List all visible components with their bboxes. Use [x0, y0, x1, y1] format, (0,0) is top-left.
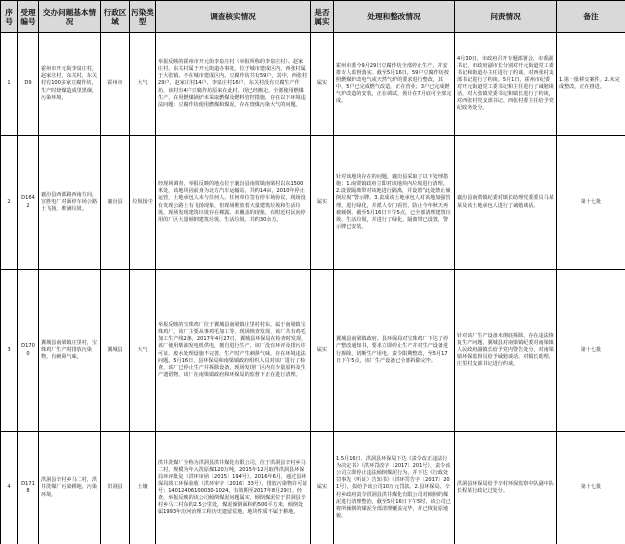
header-accountability: 问责情况 — [455, 1, 557, 33]
cell-problem: 襄汾县西部路西南方向，宣胜电厂对面停车场公路土飞扬，堆满垃圾。 — [39, 136, 101, 270]
cell-handling: 1.5月16日，洪洞县环保局下达《责令改正违法行为决定书》（洪环罚改字〔2017〕201号），责令该公司立即停止违法倾倒煤泥行为，并下达《行政处罚事先（听证）告知书》（洪环罚告字〔2017〕201号），拟给予该公司10万元罚款。2.县环保局、辛村乡政府责令洪洞县洪井煤化有限公司对倾倒的煤泥进行清理整治，截至5月16日下午5时，该公司已将所倾倒的煤泥全部清理覆盖完毕，并已恢复原地貌。 — [334, 432, 455, 544]
cell-id: D9 — [18, 33, 39, 136]
cell-seq: 4 — [1, 432, 18, 544]
cell-region: 洪洞县 — [101, 432, 130, 544]
header-remarks: 备注 — [557, 1, 625, 33]
cell-remarks: 第十七批 — [557, 270, 625, 432]
table-row — [1, 136, 625, 270]
cell-investigation: 举报反映的宝珠鸡厂位于翼城县南梁镇庄里村村东，属于南梁镇宝珠鸡厂，该厂主要从事鸡毛加工等，现场核查发现，该厂共有鸡毛加工生产线2条，2017年4月27日，翼城县环保局在检查时发现，该厂使用柴油发电机供电，擅自进行生产，该厂没有环评及排污许可证，废水处理设施不完善，生产时产生刺鼻气味，存在环境违法问题。5月16日，县环保局和南梁镇政府组织人员对该厂进行了检查，该厂已停止生产并拆除设备，现场发现厂区内有少量原料及生产遗留物，该厂在南梁镇政府和环保局的监督下正在进行清理。 — [156, 270, 311, 432]
cell-id: D1642 — [18, 136, 39, 270]
cell-accountability: 洪洞县环保局给予辛村环保监察中队副中队长程某行政记过处分。 — [455, 432, 557, 544]
cell-region: 襄汾县 — [101, 136, 130, 270]
cell-remarks: 1.第一批移交案件。2.未完成整改，正在推进。 — [557, 33, 625, 136]
cell-type: 大气 — [130, 33, 156, 136]
cell-type: 垃圾扬尘 — [130, 136, 156, 270]
header-verified: 是否属实 — [311, 1, 334, 33]
cell-handling: 霍州市委今9月29日豆腐作坊全部停止生产，并安排专人监督落实。截至5月16日，59户豆腐作坊按照燃煤炉改电气或天然气炉的要求进行整改，其中，5户已完成燃气改造，正在营业；3户已完成燃气炉改造的安装，正在调试，预计在7月底可全部完成。 — [334, 33, 455, 136]
cell-problem: 霍州市开元街李泉庄村，赵家庄村，东关村，东关村有100多家豆腐作坊，生产时烧煤造成里黑烟，污染环境。 — [39, 33, 101, 136]
cell-handling: 针对该地块存在的问题，襄汾县采取了以下处理措施：1.南贾镇政府立即对该地块内垃圾进行清理。2.设置隔离带对该地进行隔离，并设置“此处禁止倾倒垃圾”警示牌。3.责成该土地承包人对该地加强管理，进行绿化，并派人专门看管，防止今年秋天再被倾倒。截至5月16日下午5点，已全部清理建筑垃圾、生活垃圾，并进行了绿化，隔离带已设置，警示牌已安装。 — [334, 136, 455, 270]
cell-seq: 3 — [1, 270, 18, 432]
cell-seq: 1 — [1, 33, 18, 136]
cell-remarks: 第十七批 — [557, 136, 625, 270]
header-type: 污染类型 — [130, 1, 156, 33]
header-id: 受理编号 — [18, 1, 39, 33]
cell-investigation: 洪井洗煤厂全称为洪洞县洪井煤化有限公司，位于洪洞县辛村乡马二村，规模为年入洗原煤120万吨，2015年12月取得洪洞县环保局环评批复（洪环审函〔2015〕194号），2016年6月，通过县环保局竣工环保验收（洪环审字〔2016〕33号），排放污染物许可证号：14012406100030-1024，有效期至2017年8月29日。经查，举报反映的该公司倾倒煤泥问题属实，倾倒煤泥位于洪洞县辛村乡马二村东约2.5公里处，煤泥倾倒面积约500平方米，倾倒处属1993年汾河治理工程历史遗留荒地，地块性质不属于耕地。 — [156, 432, 311, 544]
table-row — [1, 33, 625, 136]
cell-handling: 翼城县南梁镇政府、县环保局对宝珠鸡厂下达了停产整改通知书，要求立即停止生产并对生产设备进行拆除，切断生产用电，责令限期整改，至5月17日下午5点，该厂生产设备已全部拆除完毕。 — [334, 270, 455, 432]
cell-seq: 2 — [1, 136, 18, 270]
header-row — [1, 1, 625, 33]
cell-id: D1700 — [18, 270, 39, 432]
cell-verified: 属实 — [311, 432, 334, 544]
cell-region: 翼城县 — [101, 270, 130, 432]
cell-accountability: 4月30日，市政府召开专题部署会，市委副书记，市政府副市长分别对开元街道党工委书记和街道办主任进行了约谈，对西张村支部书记进行了约谈。5月1日，霍州市纪委对开元街道党工委书记和主任进行了诫勉谈话，对大张镇党委书记和镇长进行了约谈，对西张村党支部书记、西张村委主任给予党纪政务处分。 — [455, 33, 557, 136]
cell-verified: 属实 — [311, 33, 334, 136]
cell-problem: 洪洞县辛村乡马二村，洪井洗煤厂污染耕地，污染环境。 — [39, 432, 101, 544]
cell-verified: 属实 — [311, 270, 334, 432]
header-problem: 交办问题基本情况 — [39, 1, 101, 33]
cell-problem: 翼城县南梁镇庄里村，宝珠鸡厂生产时排放污染物，有刺鼻气味。 — [39, 270, 101, 432]
table-row — [1, 432, 625, 544]
cell-region: 霍州市 — [101, 33, 130, 136]
cell-investigation: 举报反映的霍州市开元街李泉庄村（举报所称的李泉庄村）、赵家庄村、东关村属于开元街道办事处，位于城市建成区内，西张村属于大张镇，不在城市建成区内。豆腐作坊共有59户，其中，西张村29户，赵家庄村14户、李泉庄村16户，东关村没有豆腐生产作坊，该村有4户豆腐作坊原来在此村，现已经搬走。全部使用燃煤生产，在用燃煤锅炉未采取燃煤及燃料管控措施，存在以下环境违法问题：豆腐作坊使用燃煤和煤泥，存在烧煤污染大气的问题。 — [156, 33, 311, 136]
cell-type: 大气 — [130, 270, 156, 432]
header-investigation: 调查核实情况 — [156, 1, 311, 33]
table-row — [1, 270, 625, 432]
header-handling: 处理和整改情况 — [334, 1, 455, 33]
cell-remarks: 第十七批 — [557, 432, 625, 544]
cell-id: D1718 — [18, 432, 39, 544]
header-seq: 序号 — [1, 1, 18, 33]
cell-type: 土壤 — [130, 432, 156, 544]
cell-verified: 属实 — [311, 136, 334, 270]
cell-investigation: 经现场调查，举报反映的地点位于襄汾县南贾镇南梁村以东1500米处，该地块因前身为北方汽车运输站，共约14亩，2010年停止运营，土地承包人未与任何人、任何单位签有停车场协议，现场没有发现公路上有飞扬现象，但现场堆放着大量建筑垃圾和生活垃圾，现场发现建筑垃圾存在裸露、未覆盖的现象，有附近村民向停用的厂区大量倾倒建筑垃圾、生活垃圾，共约30余方。 — [156, 136, 311, 270]
header-region: 行政区域 — [101, 1, 130, 33]
cell-accountability: 针对该厂生产设备未彻底拆除、存在违法恢复生产问题，翼城县对南梁镇纪委对南梁镇人民政府副镇长给予党内警告处分，对南梁镇环保监督员给予诫勉谈话，对镇长助理、庄里村支部书记进行约谈。 — [455, 270, 557, 432]
cell-accountability: 襄汾县南贾镇纪委对镇长助理党委委员马某某及该土地承包人进行了诫勉谈话。 — [455, 136, 557, 270]
